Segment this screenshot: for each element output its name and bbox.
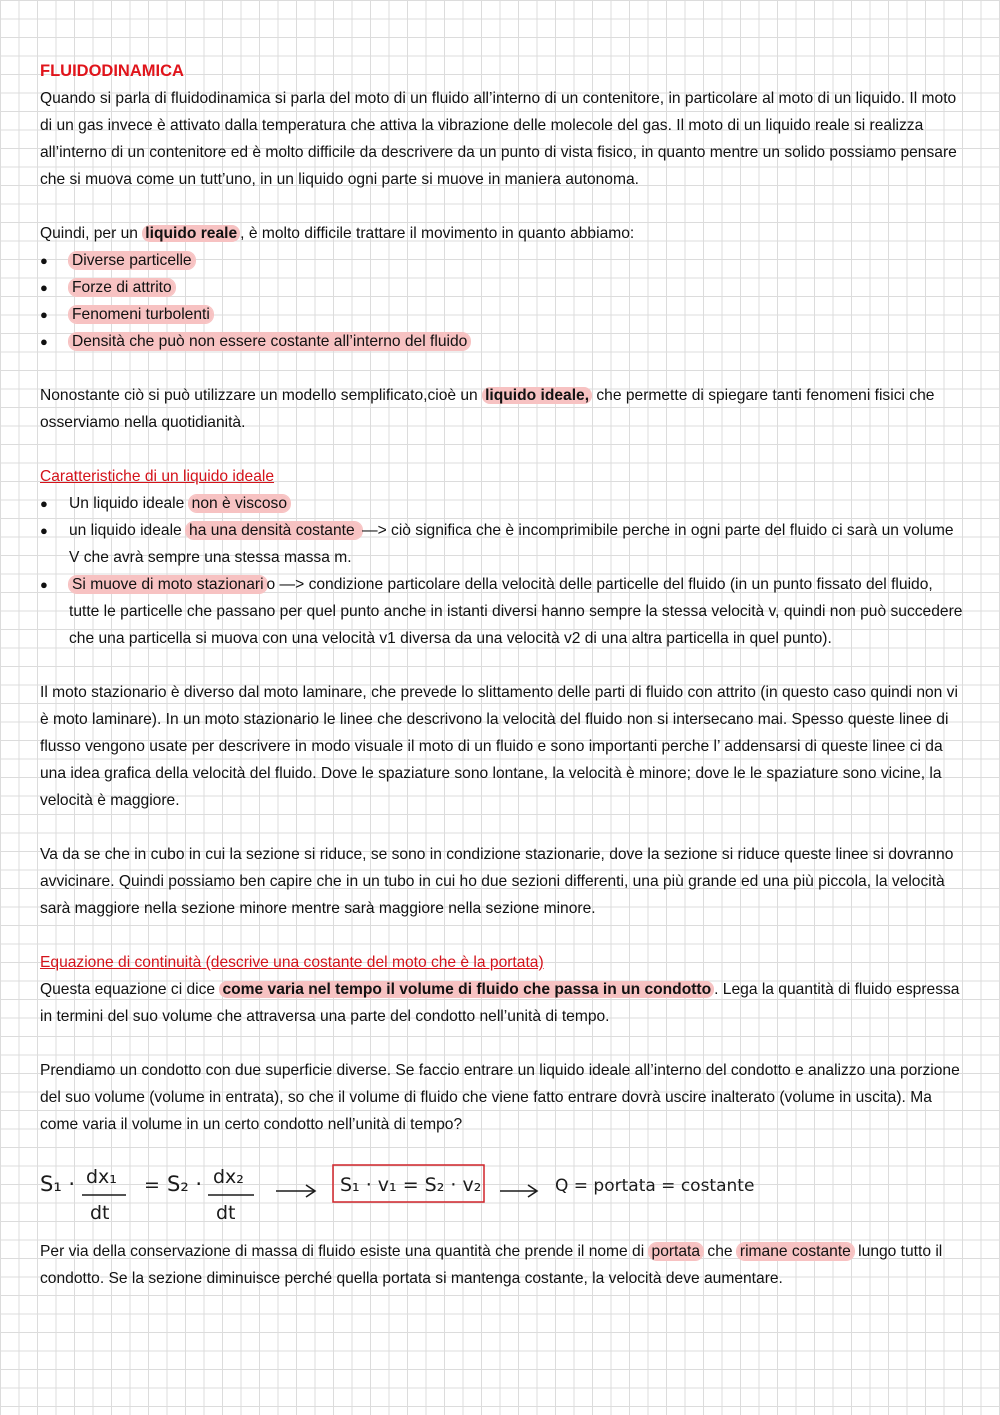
highlight-portata: portata [649, 1243, 704, 1260]
highlight-liquido-ideale: liquido ideale, [482, 387, 592, 404]
list-item: ● un liquido ideale ha una densità costante —> ciò significa che è incomprimibile perche in ogni parte del fluido ci sarà un volume V che avrà sempre una stessa massa m. [40, 517, 965, 571]
ideal-characteristics-heading: Caratteristiche di un liquido ideale [40, 468, 275, 485]
continuity-paragraph: Questa equazione ci dice come varia nel tempo il volume di fluido che passa in un condotto . Lega la quantità di fluido espressa in termini del suo volume che attraversa una parte del condotto nell’unità di tempo. [40, 981, 960, 1025]
list-item: ● Si muove di moto stazionari o —> condizione particolare della velocità delle particelle del fluido (in un punto fissato del fluido, tutte le particelle che passano per quel punto anche in istanti diversi hanno sempre la stessa velocità v, quindi non può succedere che una particella si muova con una velocità v1 diversa da una velocità v2 di una altra particella in quel punto). [40, 571, 965, 652]
formula-boxed: S₁ · v₁ = S₂ · v₂ [340, 1174, 482, 1196]
formula-dx1: dx₁ [86, 1166, 117, 1188]
intro-paragraph: Quando si parla di fluidodinamica si parla del moto di un fluido all’interno di un contenitore, in particolare al moto di un liquido. Il moto di un gas invece è attivato dalla temperatura che attiva la vibrazione delle molecole del gas. Il moto di un liquido reale si realizza all’interno di un contenitore ed è molto difficile da descrivere da un punto di vista fisico, in quanto mentre un solido possiamo pensare che si muova come un tutt’uno, in un liquido ogni parte si muove in maniera autonoma. [40, 90, 957, 188]
stationary-motion-paragraph: Il moto stazionario è diverso dal moto laminare, che prevede lo slittamento delle parti di fluido con attrito (in questo caso quindi non vi è moto laminare). In un moto stazionario le linee che descrivono la velocità del fluido non si intersecano mai. Spesso queste linee di flusso vengono usate per descrivere in modo visuale il moto di un fluido e sono importanti perche l’ addensarsi di queste linee ci da una idea grafica della velocità del fluido. Dove le spaziature sono lontane, la velocità è minore; dove le le spaziature sono vicine, la velocità è maggiore. [40, 684, 958, 809]
handwritten-formula [34, 1138, 814, 1238]
formula-dt2: dt [216, 1202, 236, 1224]
document-page [40, 58, 965, 1292]
list-item: ● Densità che può non essere costante all’interno del fluido [40, 328, 965, 355]
tube-paragraph: Va da se che in cubo in cui la sezione si riduce, se sono in condizione stazionarie, dove la sezione si riduce queste linee si dovranno avvicinare. Quindi possiamo ben capire che in un tubo in cui ho due sezioni differenti, una più grande ed una più piccola, la velocità sarà maggiore nella sezione minore mentre sarà maggiore nella sezione minore. [40, 846, 954, 917]
real-liquid-paragraph: Quindi, per un liquido reale , è molto difficile trattare il movimento in quanto abbiamo: [40, 225, 635, 242]
highlight-rimane-costante: rimane costante [737, 1243, 854, 1260]
formula-result: Q = portata = costante [555, 1176, 755, 1196]
list-item: ● Forze di attrito [40, 274, 965, 301]
document-title: FLUIDODINAMICA [40, 62, 184, 80]
arrow-right-icon [276, 1185, 315, 1197]
highlight-continuity: come varia nel tempo il volume di fluido che passa in un condotto [219, 981, 714, 998]
formula-dx2: dx₂ [213, 1166, 244, 1188]
arrow-right-icon [500, 1185, 537, 1197]
real-liquid-list [40, 247, 965, 355]
formula-dt1: dt [90, 1202, 110, 1224]
continuity-heading: Equazione di continuità (descrive una costante del moto che è la portata) [40, 954, 544, 971]
formula-s1: S₁ · [40, 1172, 76, 1196]
list-item: ● Un liquido ideale non è viscoso [40, 490, 965, 517]
formula-s2: S₂ · [167, 1172, 203, 1196]
conduit-paragraph: Prendiamo un condotto con due superficie diverse. Se faccio entrare un liquido ideale all’interno del condotto e analizzo una porzione del suo volume (volume in entrata), so che il volume di fluido che viene fatto entrare dovrà uscire inalterato (volume in uscita). Ma come varia il volume in un certo condotto nell’unità di tempo? [40, 1062, 960, 1133]
highlight-liquido-reale: liquido reale [142, 225, 240, 242]
ideal-characteristics-list [40, 490, 965, 652]
ideal-liquid-paragraph: Nonostante ciò si può utilizzare un modello semplificato,cioè un liquido ideale, che permette di spiegare tanti fenomeni fisici che osserviamo nella quotidianità. [40, 387, 935, 431]
continuity-formula [40, 1138, 965, 1238]
formula-equals: = [144, 1174, 160, 1196]
list-item: ● Fenomeni turbolenti [40, 301, 965, 328]
list-item: ● Diverse particelle [40, 247, 965, 274]
conclusion-paragraph: Per via della conservazione di massa di fluido esiste una quantità che prende il nome di portata che rimane costante lungo tutto il condotto. Se la sezione diminuisce perché quella portata si mantenga costante, la velocità deve aumentare. [40, 1243, 943, 1287]
